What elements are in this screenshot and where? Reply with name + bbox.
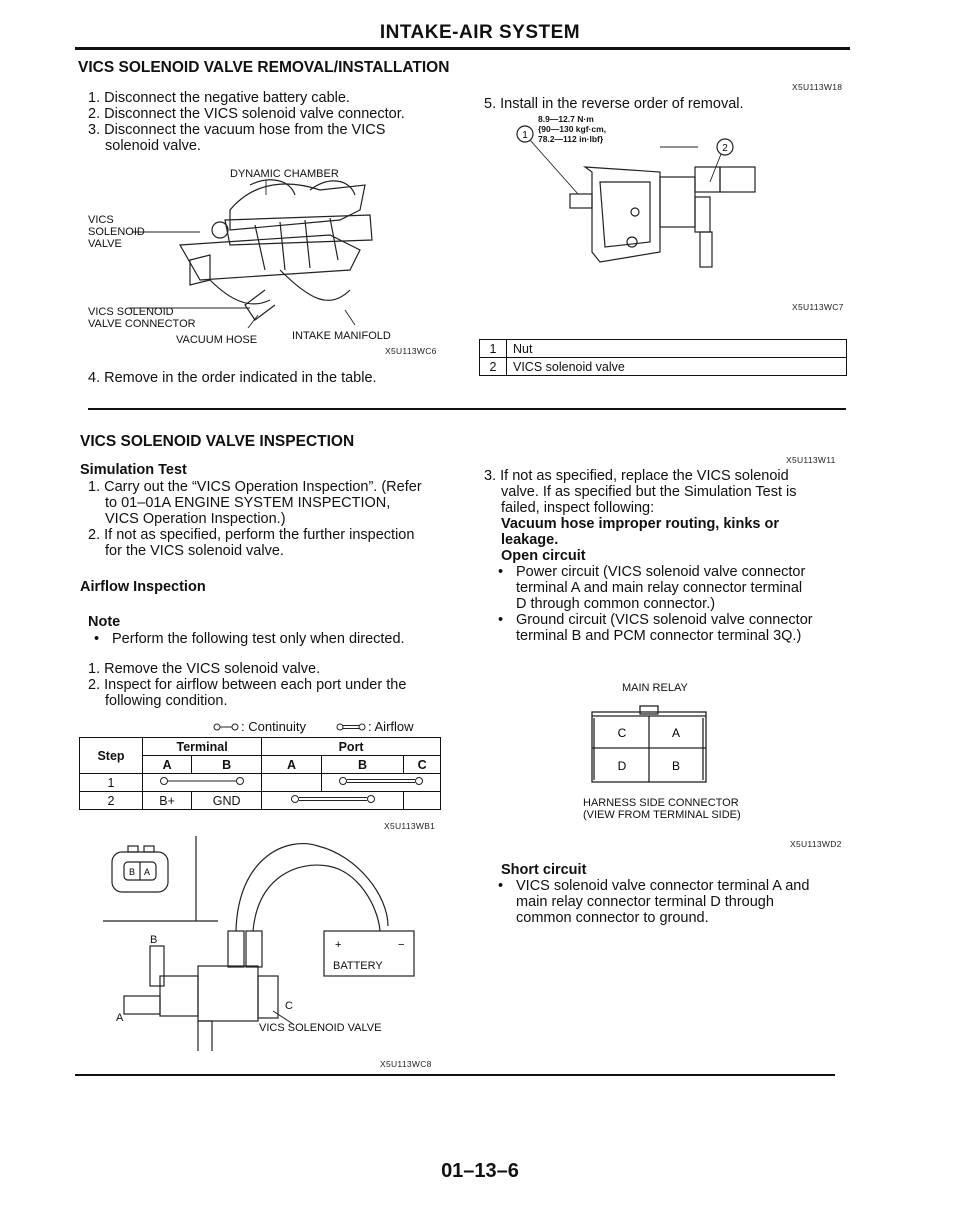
simulation-test-title: Simulation Test — [80, 462, 187, 478]
label-vics: VICS — [88, 214, 114, 226]
step-3-line-1: 3. If not as specified, replace the VICS solenoid — [484, 468, 789, 484]
note-title: Note — [88, 614, 121, 630]
page-header-title: INTAKE-AIR SYSTEM — [379, 22, 581, 43]
col-port-c: C — [404, 756, 441, 774]
removal-step-3: 3. Disconnect the vacuum hose from the VICS — [88, 122, 386, 138]
air-step-2-cont: following condition. — [105, 693, 228, 709]
code-wd2: X5U113WD2 — [790, 839, 842, 849]
airflow-symbol-cell — [321, 774, 440, 792]
removal-parts-table — [479, 339, 847, 376]
empty-cell — [404, 792, 441, 810]
main-relay-title: MAIN RELAY — [622, 682, 688, 694]
code-w18: X5U113W18 — [792, 82, 843, 92]
col-port-header: Port — [262, 738, 441, 756]
label-solenoid: SOLENOID — [88, 226, 145, 238]
airflow-steps — [88, 661, 468, 709]
removal-section-title: VICS SOLENOID VALVE REMOVAL/INSTALLATION — [78, 59, 450, 76]
label-vics-valve-connector — [88, 306, 196, 330]
label-intake-manifold: INTAKE MANIFOLD — [292, 330, 391, 342]
bullet-2-line-2: terminal B and PCM connector terminal 3Q.) — [516, 628, 802, 644]
vacuum-hose-line-2: leakage. — [501, 532, 559, 548]
removal-step-4: 4. Remove in the order indicated in the table. — [88, 370, 377, 386]
battery-plus-glyph: + — [335, 939, 342, 951]
code-wc7: X5U113WC7 — [792, 302, 844, 312]
note-bullet: • Perform the following test only when directed. — [88, 631, 960, 647]
empty-cell — [262, 774, 322, 792]
table-row — [480, 340, 847, 358]
removal-steps — [88, 90, 458, 154]
continuity-symbol-cell — [143, 774, 262, 792]
bullet-1-line-3: D through common connector.) — [516, 596, 716, 612]
airflow-legend-symbol — [336, 721, 366, 733]
sim-step-2: 2. If not as specified, perform the further inspection — [88, 527, 415, 543]
test-fig-valve-label: VICS SOLENOID VALVE — [259, 1022, 382, 1034]
relay-terminal-b: B — [671, 759, 681, 773]
part-name: VICS solenoid valve — [507, 358, 847, 376]
short-circuit-block — [484, 862, 864, 926]
label-valve: VALVE — [88, 238, 122, 250]
code-wc8: X5U113WC8 — [380, 1059, 432, 1069]
main-relay-connector — [590, 702, 710, 786]
col-port-a: A — [262, 756, 322, 774]
section-divider — [88, 408, 846, 410]
part-no: 1 — [480, 340, 507, 358]
row-step: 2 — [80, 792, 143, 810]
connector-a-glyph: A — [144, 867, 151, 877]
figure-code-wc6: X5U113WC6 — [385, 346, 437, 356]
airflow-test-figure — [88, 836, 448, 1051]
airflow-legend-text: : Airflow — [368, 719, 414, 734]
label-dynamic-chamber: DYNAMIC CHAMBER — [230, 168, 339, 180]
bottom-divider — [75, 1074, 835, 1076]
bullet-1-line-1: • Power circuit (VICS solenoid valve connector — [516, 564, 806, 580]
continuity-legend-symbol — [213, 721, 239, 733]
connector-b-glyph: B — [129, 867, 136, 877]
removal-step-3-cont: solenoid valve. — [105, 138, 201, 154]
code-w11: X5U113W11 — [786, 455, 836, 465]
table-row — [480, 358, 847, 376]
torque-spec — [538, 114, 606, 144]
removal-step-2: 2. Disconnect the VICS solenoid valve connector. — [88, 106, 405, 122]
test-fig-port-b: B — [150, 934, 158, 946]
col-terminal-b: B — [192, 756, 262, 774]
battery-label: BATTERY — [333, 960, 383, 972]
label-vics-solenoid-valve — [88, 214, 145, 250]
inspection-section-title: VICS SOLENOID VALVE INSPECTION — [80, 433, 355, 450]
col-port-b: B — [321, 756, 403, 774]
continuity-legend-text: : Continuity — [241, 719, 307, 734]
code-wb1: X5U113WB1 — [384, 821, 436, 831]
col-step-header: Step — [80, 738, 143, 774]
torque-line-1: 8.9—12.7 N·m — [538, 114, 594, 124]
col-terminal-header: Terminal — [143, 738, 262, 756]
label-connector-line1: VICS SOLENOID — [88, 306, 174, 318]
short-bullet-line-1: • VICS solenoid valve connector terminal A and — [516, 878, 810, 894]
open-circuit-bullet-1 — [492, 564, 864, 612]
label-connector-line2: VALVE CONNECTOR — [88, 318, 196, 330]
removal-step-1: 1. Disconnect the negative battery cable. — [88, 90, 350, 106]
battery-minus-glyph: − — [398, 939, 405, 951]
relay-terminal-c: C — [617, 726, 627, 740]
torque-line-3: 78.2—112 in·lbf} — [538, 134, 604, 144]
col-terminal-a: A — [143, 756, 192, 774]
part-name: Nut — [507, 340, 847, 358]
air-step-1: 1. Remove the VICS solenoid valve. — [88, 661, 321, 677]
header-rule — [75, 47, 850, 50]
sim-step-1: 1. Carry out the “VICS Operation Inspection”. (Refer — [88, 479, 422, 495]
test-fig-port-a: A — [116, 1012, 124, 1024]
callout-2-number: 2 — [722, 143, 728, 154]
page-number: 01–13–6 — [441, 1160, 519, 1182]
air-step-2: 2. Inspect for airflow between each port under the — [88, 677, 407, 693]
short-bullet-line-3: common connector to ground. — [516, 910, 709, 926]
step-3-line-2: valve. If as specified but the Simulation Test is — [501, 484, 797, 500]
bullet-2-line-1: • Ground circuit (VICS solenoid valve connector — [516, 612, 813, 628]
short-circuit-title: Short circuit — [501, 862, 587, 878]
bullet-1-line-2: terminal A and main relay connector terminal — [516, 580, 803, 596]
engine-figure — [80, 160, 450, 360]
short-circuit-bullet — [492, 878, 864, 926]
vacuum-hose-line-1: Vacuum hose improper routing, kinks or — [501, 516, 779, 532]
terminal-b-value: GND — [192, 792, 262, 810]
relay-caption-line-2: (VIEW FROM TERMINAL SIDE) — [583, 809, 741, 821]
open-circuit-bullet-2 — [492, 612, 864, 644]
label-vacuum-hose: VACUUM HOSE — [176, 334, 258, 346]
relay-terminal-d: D — [617, 759, 627, 773]
step-3-line-3: failed, inspect following: — [501, 500, 655, 516]
relay-terminal-a: A — [671, 726, 681, 740]
relay-caption-line-1: HARNESS SIDE CONNECTOR — [583, 797, 739, 809]
torque-callout-number: 1 — [522, 130, 528, 141]
removal-step-5: 5. Install in the reverse order of removal. — [484, 96, 744, 112]
torque-line-2: {90—130 kgf·cm, — [538, 124, 607, 134]
airflow-inspection-title: Airflow Inspection — [80, 579, 206, 595]
table-row — [80, 738, 441, 756]
airflow-symbol — [290, 793, 376, 805]
inspection-step-3 — [484, 468, 864, 644]
short-bullet-line-2: main relay connector terminal D through — [516, 894, 774, 910]
airflow-table — [79, 737, 441, 810]
sim-step-2-cont: for the VICS solenoid valve. — [105, 543, 284, 559]
relay-caption — [583, 797, 741, 821]
terminal-a-value: B+ — [143, 792, 192, 810]
part-no: 2 — [480, 358, 507, 376]
row-step: 1 — [80, 774, 143, 792]
sim-step-1-cont-b: VICS Operation Inspection.) — [105, 511, 286, 527]
airflow-symbol — [338, 775, 424, 787]
airflow-symbol-cell — [262, 792, 404, 810]
sim-step-1-cont-a: to 01–01A ENGINE SYSTEM INSPECTION, — [105, 495, 391, 511]
test-fig-port-c: C — [285, 1000, 293, 1012]
table-row — [80, 774, 441, 792]
open-circuit-title: Open circuit — [501, 548, 586, 564]
simulation-steps — [88, 479, 468, 559]
table-row — [80, 792, 441, 810]
continuity-symbol — [159, 775, 245, 787]
